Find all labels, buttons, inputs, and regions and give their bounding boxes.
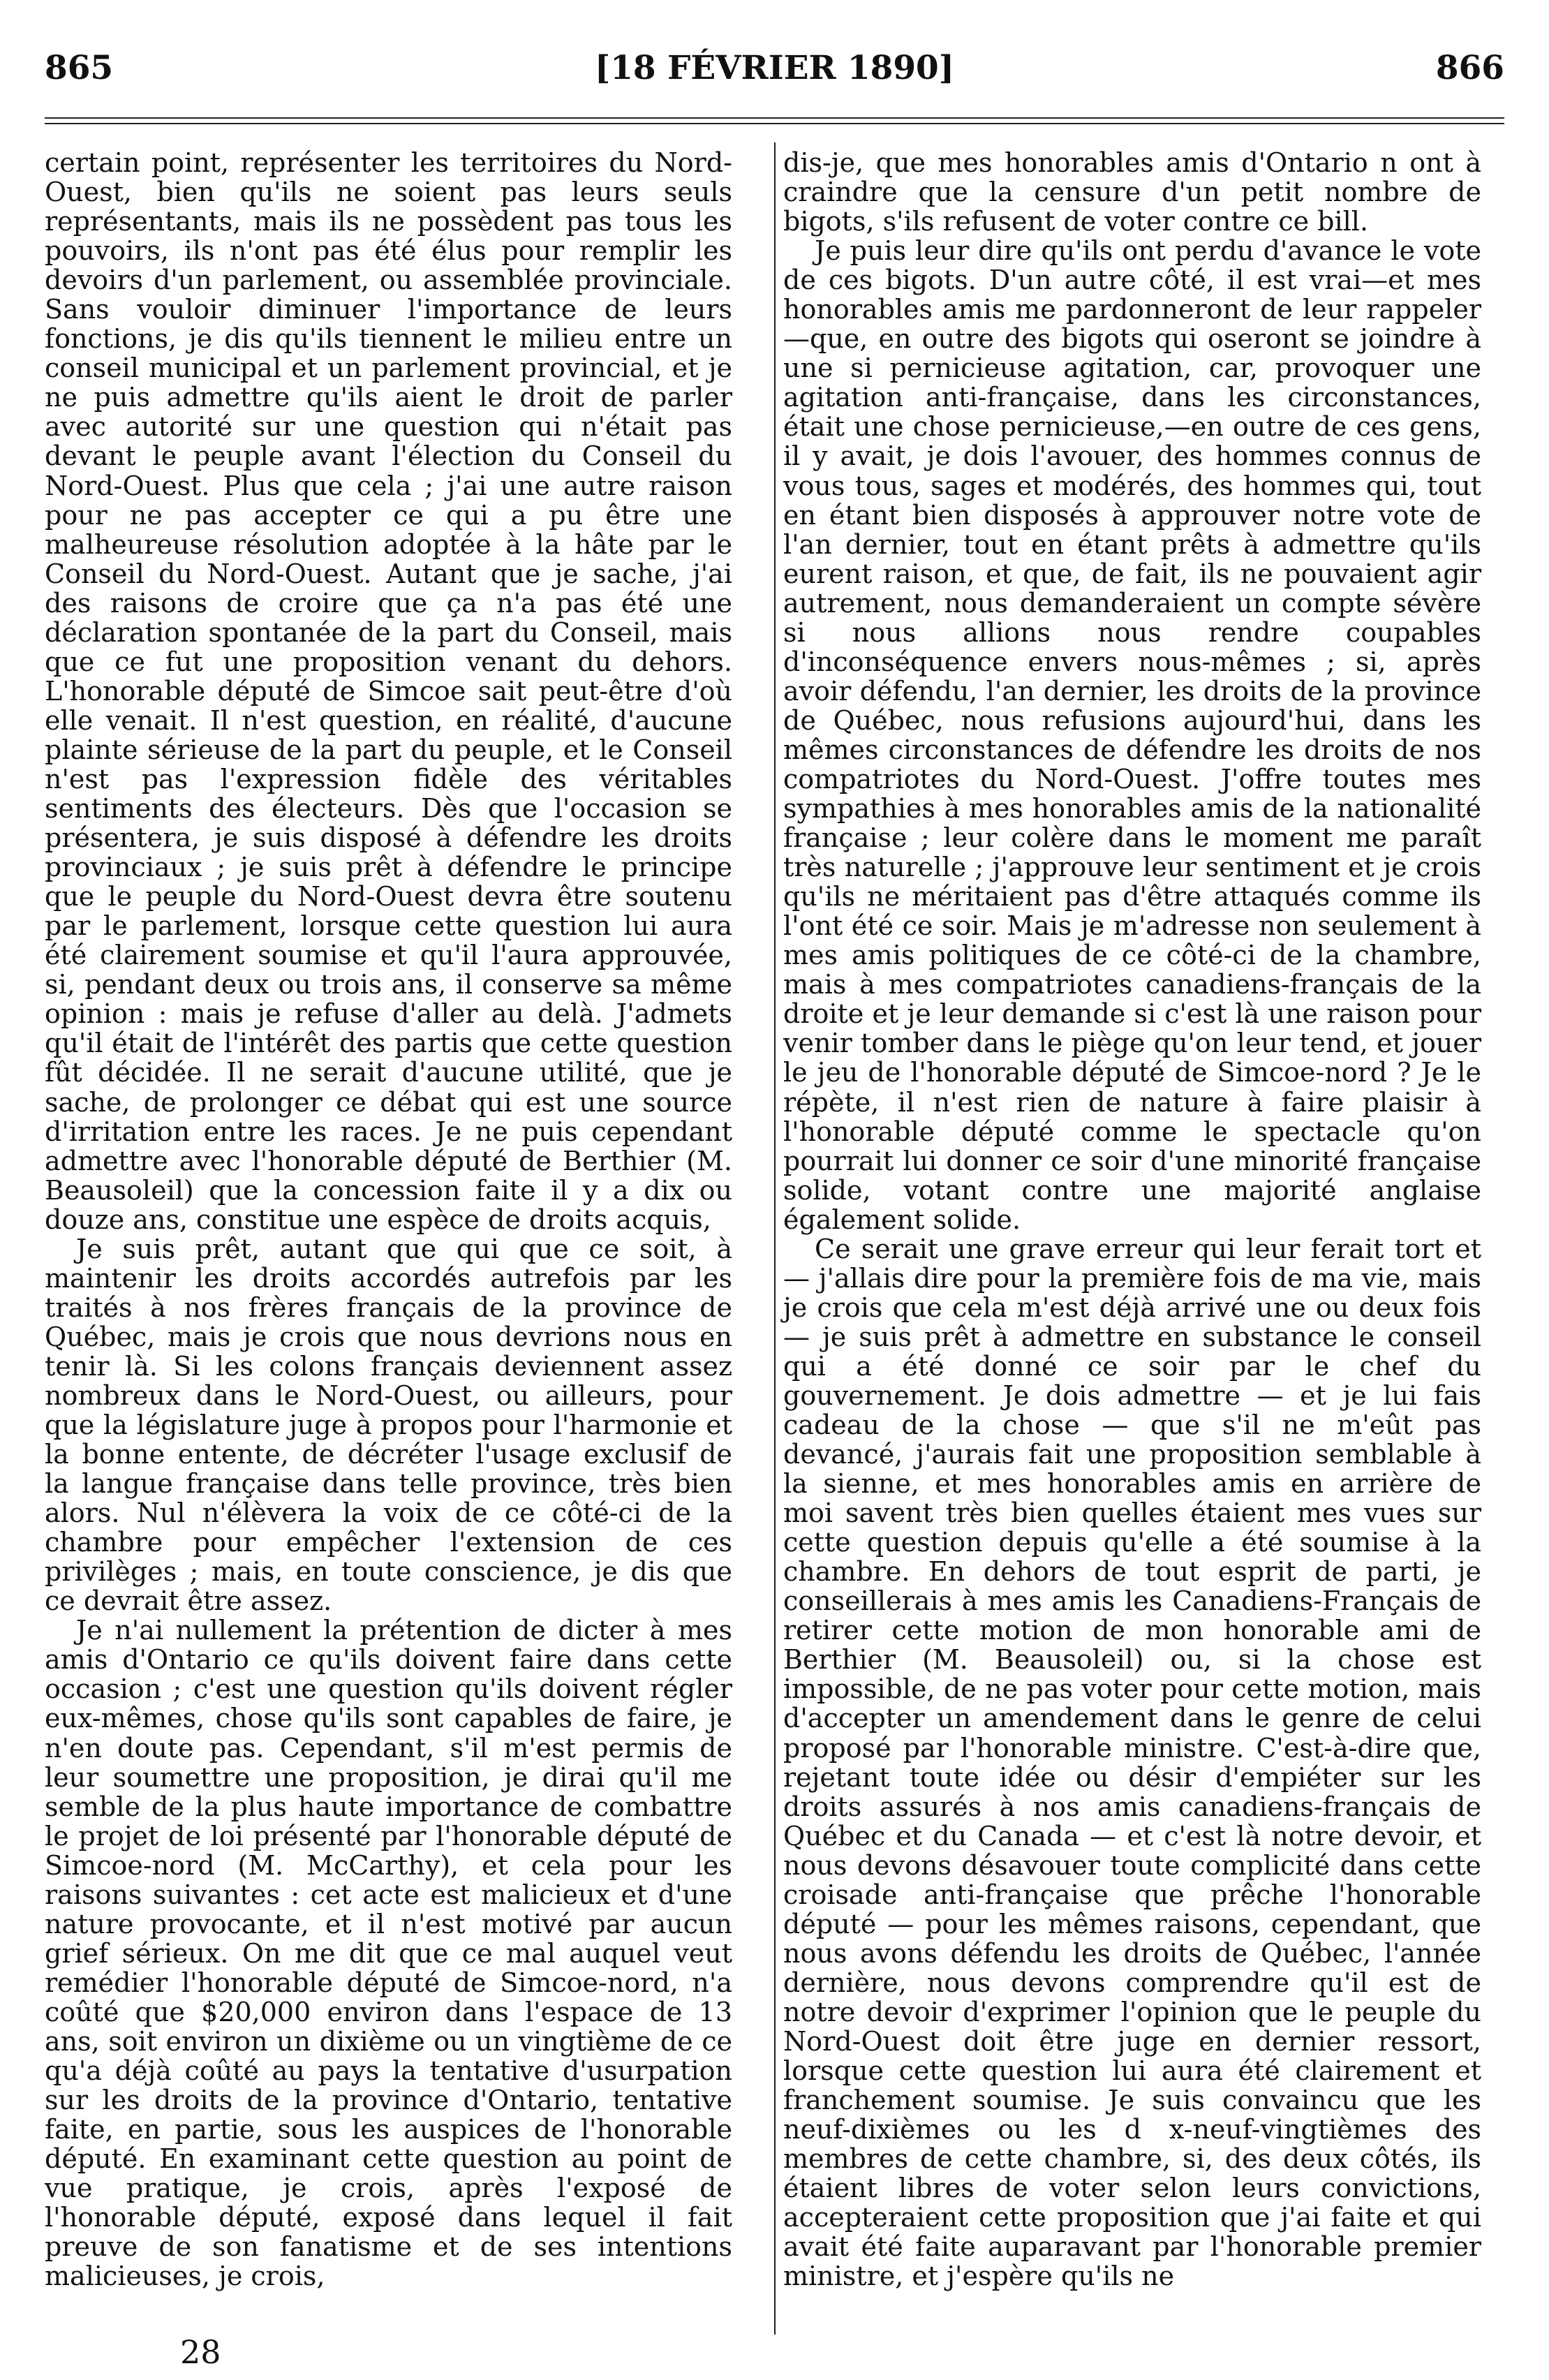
left-paragraph-2: Je suis prêt, autant que qui que ce soit, à maintenir les droits accordés autrefois par les traités à nos frères français de la province de Québec, mais je crois que nous devrions nous en tenir là. Si les colons français deviennent assez nombreux dans le Nord-Ouest, ou ailleurs, pour que la législature juge à propos pour l'harmonie et la bonne entente, de décréter l'usage exclusif de la langue française dans telle province, très bien alors. Nul n'élèvera la voix de ce côté-ci de la chambre pour empêcher l'extension de ces privilèges ; mais, en toute conscience, je dis que ce devrait être assez.	[45, 1233, 732, 1617]
right-column	[783, 148, 1481, 2291]
left-column	[45, 148, 732, 2291]
left-paragraph-1: certain point, représenter les territoires du Nord-Ouest, bien qu'ils ne soient pas leurs seuls représentants, mais ils ne possèdent pas tous les pouvoirs, ils n'ont pas été élus pour remplir les devoirs d'un parlement, ou assemblée provinciale. Sans vouloir diminuer l'importance de leurs fonctions, je dis qu'ils tiennent le milieu entre un conseil municipal et un parlement provincial, et je ne puis admettre qu'ils aient le droit de parler avec autorité sur une question qui n'était pas devant le peuple avant l'élection du Conseil du Nord-Ouest. Plus que cela ; j'ai une autre raison pour ne pas accepter ce qui a pu être une malheureuse résolution adoptée à la hâte par le Conseil du Nord-Ouest. Autant que je sache, j'ai des raisons de croire que ça n'a pas été une déclaration spontanée de la part du Conseil, mais que ce fut une proposition venant du dehors. L'honorable député de Simcoe sait peut-être d'où elle venait. Il n'est question, en réalité, d'aucune plainte sérieuse de la part du peuple, et le Conseil n'est pas l'expression fidèle des véritables sentiments des électeurs. Dès que l'occasion se présentera, je suis disposé à défendre les droits provinciaux ; je suis prêt à défendre le principe que le peuple du Nord-Ouest devra être soutenu par le parlement, lorsque cette question lui aura été clairement soumise et qu'il l'aura approuvée, si, pendant deux ou trois ans, il conserve sa même opinion : mais je refuse d'aller au delà. J'admets qu'il était de l'intérêt des partis que cette question fût décidée. Il ne serait d'aucune utilité, que je sache, de prolonger ce débat qui est une source d'irritation entre les races. Je ne puis cependant admettre avec l'honorable député de Berthier (M. Beausoleil) que la concession faite il y a dix ou douze ans, constitue une espèce de droits acquis,	[45, 147, 732, 1235]
page-number-right: 866	[1435, 49, 1504, 87]
header-rule-bottom	[45, 123, 1504, 124]
column-divider	[774, 142, 776, 2335]
header-date: [18 FÉVRIER 1890]	[594, 49, 954, 87]
signature-mark: 28	[180, 2333, 221, 2371]
left-paragraph-3: Je n'ai nullement la prétention de dicter à mes amis d'Ontario ce qu'ils doivent faire dans cette occasion ; c'est une question qu'ils doivent régler eux-mêmes, chose qu'ils sont capables de faire, je n'en doute pas. Cependant, s'il m'est permis de leur soumettre une proposition, je dirai qu'il me semble de la plus haute importance de combattre le projet de loi présenté par l'honorable député de Simcoe-nord (M. McCarthy), et cela pour les raisons suivantes : cet acte est malicieux et d'une nature provocante, et il n'est motivé par aucun grief sérieux. On me dit que ce mal auquel veut remédier l'honorable député de Simcoe-nord, n'a coûté que $20,000 environ dans l'espace de 13 ans, soit environ un dixième ou un vingtième de ce qu'a déjà coûté au pays la tentative d'usurpation sur les droits de la province d'Ontario, tentative faite, en partie, sous les auspices de l'honorable député. En examinant cette question au point de vue pratique, je crois, après l'exposé de l'honorable député, exposé dans lequel il fait preuve de son fanatisme et de ses intentions malicieuses, je crois,	[45, 1615, 732, 2292]
header-rule-top	[45, 117, 1504, 119]
right-paragraph-2: Je puis leur dire qu'ils ont perdu d'avance le vote de ces bigots. D'un autre côté, il est vrai—et mes honorables amis me pardonneront de leur rappeler—que, en outre des bigots qui oseront se joindre à une si pernicieuse agitation, car, provoquer une agitation anti-française, dans les circonstances, était une chose pernicieuse,—en outre de ces gens, il y avait, je dois l'avouer, des hommes connus de vous tous, sages et modérés, des hommes qui, tout en étant bien disposés à approuver notre vote de l'an dernier, tout en étant prêts à admettre qu'ils eurent raison, et que, de fait, ils ne pouvaient agir autrement, nous demanderaient un compte sévère si nous allions nous rendre coupables d'inconséquence envers nous-mêmes ; si, après avoir défendu, l'an dernier, les droits de la province de Québec, nous refusions aujourd'hui, dans les mêmes circonstances de défendre les droits de nos compatriotes du Nord-Ouest. J'offre toutes mes sympathies à mes honorables amis de la nationalité française ; leur colère dans le moment me paraît très naturelle ; j'approuve leur sentiment et je crois qu'ils ne méritaient pas d'être attaqués comme ils l'ont été ce soir. Mais je m'adresse non seulement à mes amis politiques de ce côté-ci de la chambre, mais à mes compatriotes canadiens-français de la droite et je leur demande si c'est là une raison pour venir tomber dans le piège qu'on leur tend, et jouer le jeu de l'honorable député de Simcoe-nord ? Je le répète, il n'est rien de nature à faire plaisir à l'honorable député comme le spectacle qu'on pourrait lui donner ce soir d'une minorité française solide, votant contre une majorité anglaise également solide.	[783, 235, 1481, 1235]
right-paragraph-1: dis-je, que mes honorables amis d'Ontario n ont à craindre que la censure d'un petit nombre de bigots, s'ils refusent de voter contre ce bill.	[783, 147, 1481, 237]
running-header	[45, 49, 1504, 91]
right-paragraph-3: Ce serait une grave erreur qui leur ferait tort et — j'allais dire pour la première fois de ma vie, mais je crois que cela m'est déjà arrivé une ou deux fois — je suis prêt à admettre en substance le conseil qui a été donné ce soir par le chef du gouvernement. Je dois admettre — et je lui fais cadeau de la chose — que s'il ne m'eût pas devancé, j'aurais fait une proposition semblable à la sienne, et mes honorables amis en arrière de moi savent très bien quelles étaient mes vues sur cette question depuis qu'elle a été soumise à la chambre. En dehors de tout esprit de parti, je conseillerais à mes amis les Canadiens-Français de retirer cette motion de mon honorable ami de Berthier (M. Beausoleil) ou, si la chose est impossible, de ne pas voter pour cette motion, mais d'accepter un amendement dans le genre de celui proposé par l'honorable ministre. C'est-à-dire que, rejetant toute idée ou désir d'empiéter sur les droits assurés à nos amis canadiens-français de Québec et du Canada — et c'est là notre devoir, et nous devons désavouer toute complicité dans cette croisade anti-française que prêche l'honorable député — pour les mêmes raisons, cependant, que nous avons défendu les droits de Québec, l'année dernière, nous devons comprendre qu'il est de notre devoir d'exprimer l'opinion que le peuple du Nord-Ouest doit être juge en dernier ressort, lorsque cette question lui aura été clairement et franchement soumise. Je suis convaincu que les neuf-dixièmes ou les d x-neuf-vingtièmes des membres de cette chambre, si, des deux côtés, ils étaient libres de voter selon leurs convictions, accepteraient cette proposition que j'ai faite et qui avait été faite auparavant par l'honorable premier ministre, et j'espère qu'ils ne	[783, 1233, 1481, 2292]
page-number-left: 865	[45, 49, 114, 87]
